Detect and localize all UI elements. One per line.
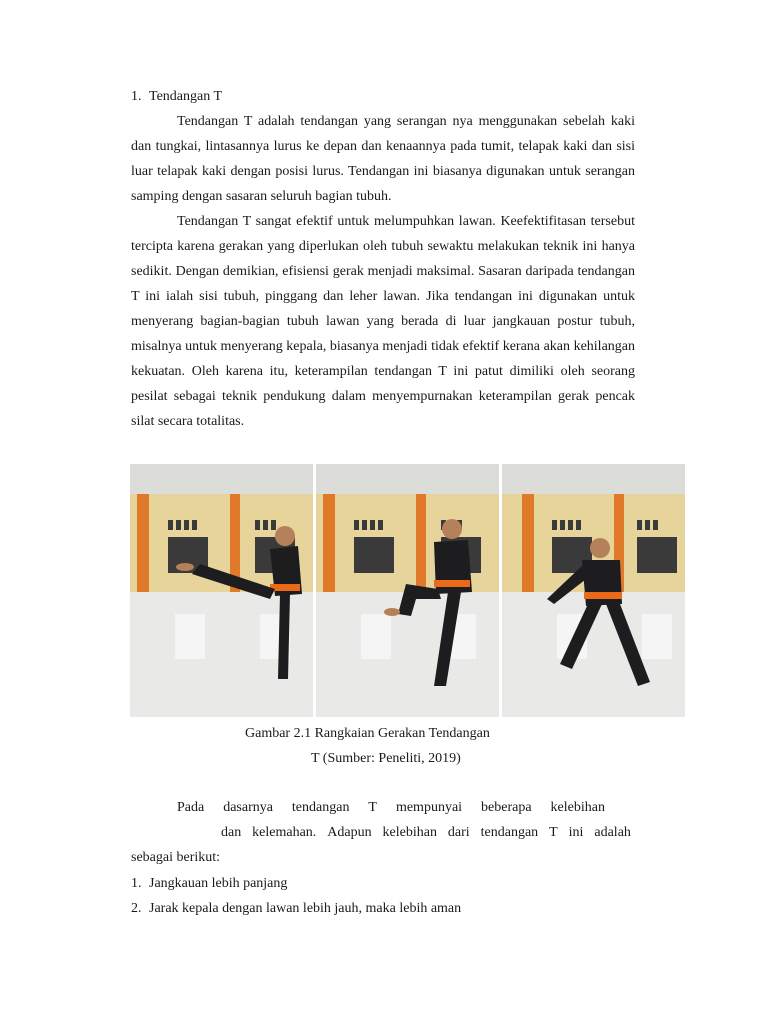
paragraph-3-line-1 — [177, 795, 605, 820]
figure-caption-line-1: Gambar 2.1 Rangkaian Gerakan Tendangan — [245, 726, 490, 741]
word: dasarnya — [223, 800, 273, 815]
paragraph-2: Tendangan T sangat efektif untuk melumpuhkan lawan. Keefektifitasan tersebut tercipta karena gerakan yang diperlukan oleh tubuh sewaktu melakukan teknik ini hanya sedikit. Dengan demikian, efisiensi gerak menjadi maksimal. Sasaran daripada tendangan T ini ialah sisi tubuh, pinggang dan leher lawan. Jika tendangan ini digunakan untuk menyerang bagian-bagian tubuh lawan yang berada di luar jangkauan postur tubuh, misalnya untuk menyerang kepala, biasanya menjadi tidak efektif kerana akan kehilangan kekuatan. Oleh karena itu, keterampilan tendangan T ini patut dimiliki oleh seorang pesilat sebagai teknik pendukung dalam menyempurnakan keterampilan gerak pencak silat secara totalitas. — [131, 214, 635, 429]
list-item — [131, 896, 461, 921]
word: dari — [447, 825, 470, 840]
word: tendangan — [291, 800, 350, 815]
paragraph-3-line-3: sebagai berikut: — [131, 850, 221, 865]
word: ini — [568, 825, 584, 840]
word: adalah — [594, 825, 631, 840]
section-heading — [131, 87, 222, 107]
word: kelebihan — [550, 800, 605, 815]
word: T — [368, 800, 377, 815]
word: tendangan — [480, 825, 539, 840]
paragraph-1: Tendangan T adalah tendangan yang serangan nya menggunakan sebelah kaki dan tungkai, lintasannya lurus ke depan dan kenaannya pada tumit, telapak kaki dan sisi luar telapak kaki dengan posisi lurus. Tendangan ini biasanya digunakan untuk serangan samping dengan sasaran seluruh bagian tubuh. — [131, 114, 635, 204]
word: Adapun — [327, 825, 372, 840]
word: dan — [221, 825, 242, 840]
word: mempunyai — [395, 800, 463, 815]
figure-photo-sequence — [130, 464, 685, 717]
word: T — [549, 825, 558, 840]
word: kelemahan. — [252, 825, 317, 840]
list-item-number: 2. — [131, 901, 142, 916]
word: Pada — [177, 800, 205, 815]
list-item-number: 1. — [131, 876, 142, 891]
list-item — [131, 871, 461, 896]
section-number: 1. — [131, 89, 142, 104]
list-item-text: Jangkauan lebih panjang — [149, 876, 288, 891]
section-title: Tendangan T — [149, 89, 223, 104]
figure-caption-line-2: T (Sumber: Peneliti, 2019) — [311, 751, 461, 766]
paragraph-3-line-2 — [221, 820, 631, 845]
advantages-list — [131, 871, 461, 921]
photo-stance — [502, 464, 685, 717]
photo-kick-high — [130, 464, 313, 717]
word: kelebihan — [382, 825, 437, 840]
word: beberapa — [481, 800, 532, 815]
photo-kick-chamber — [316, 464, 499, 717]
list-item-text: Jarak kepala dengan lawan lebih jauh, maka lebih aman — [149, 901, 462, 916]
